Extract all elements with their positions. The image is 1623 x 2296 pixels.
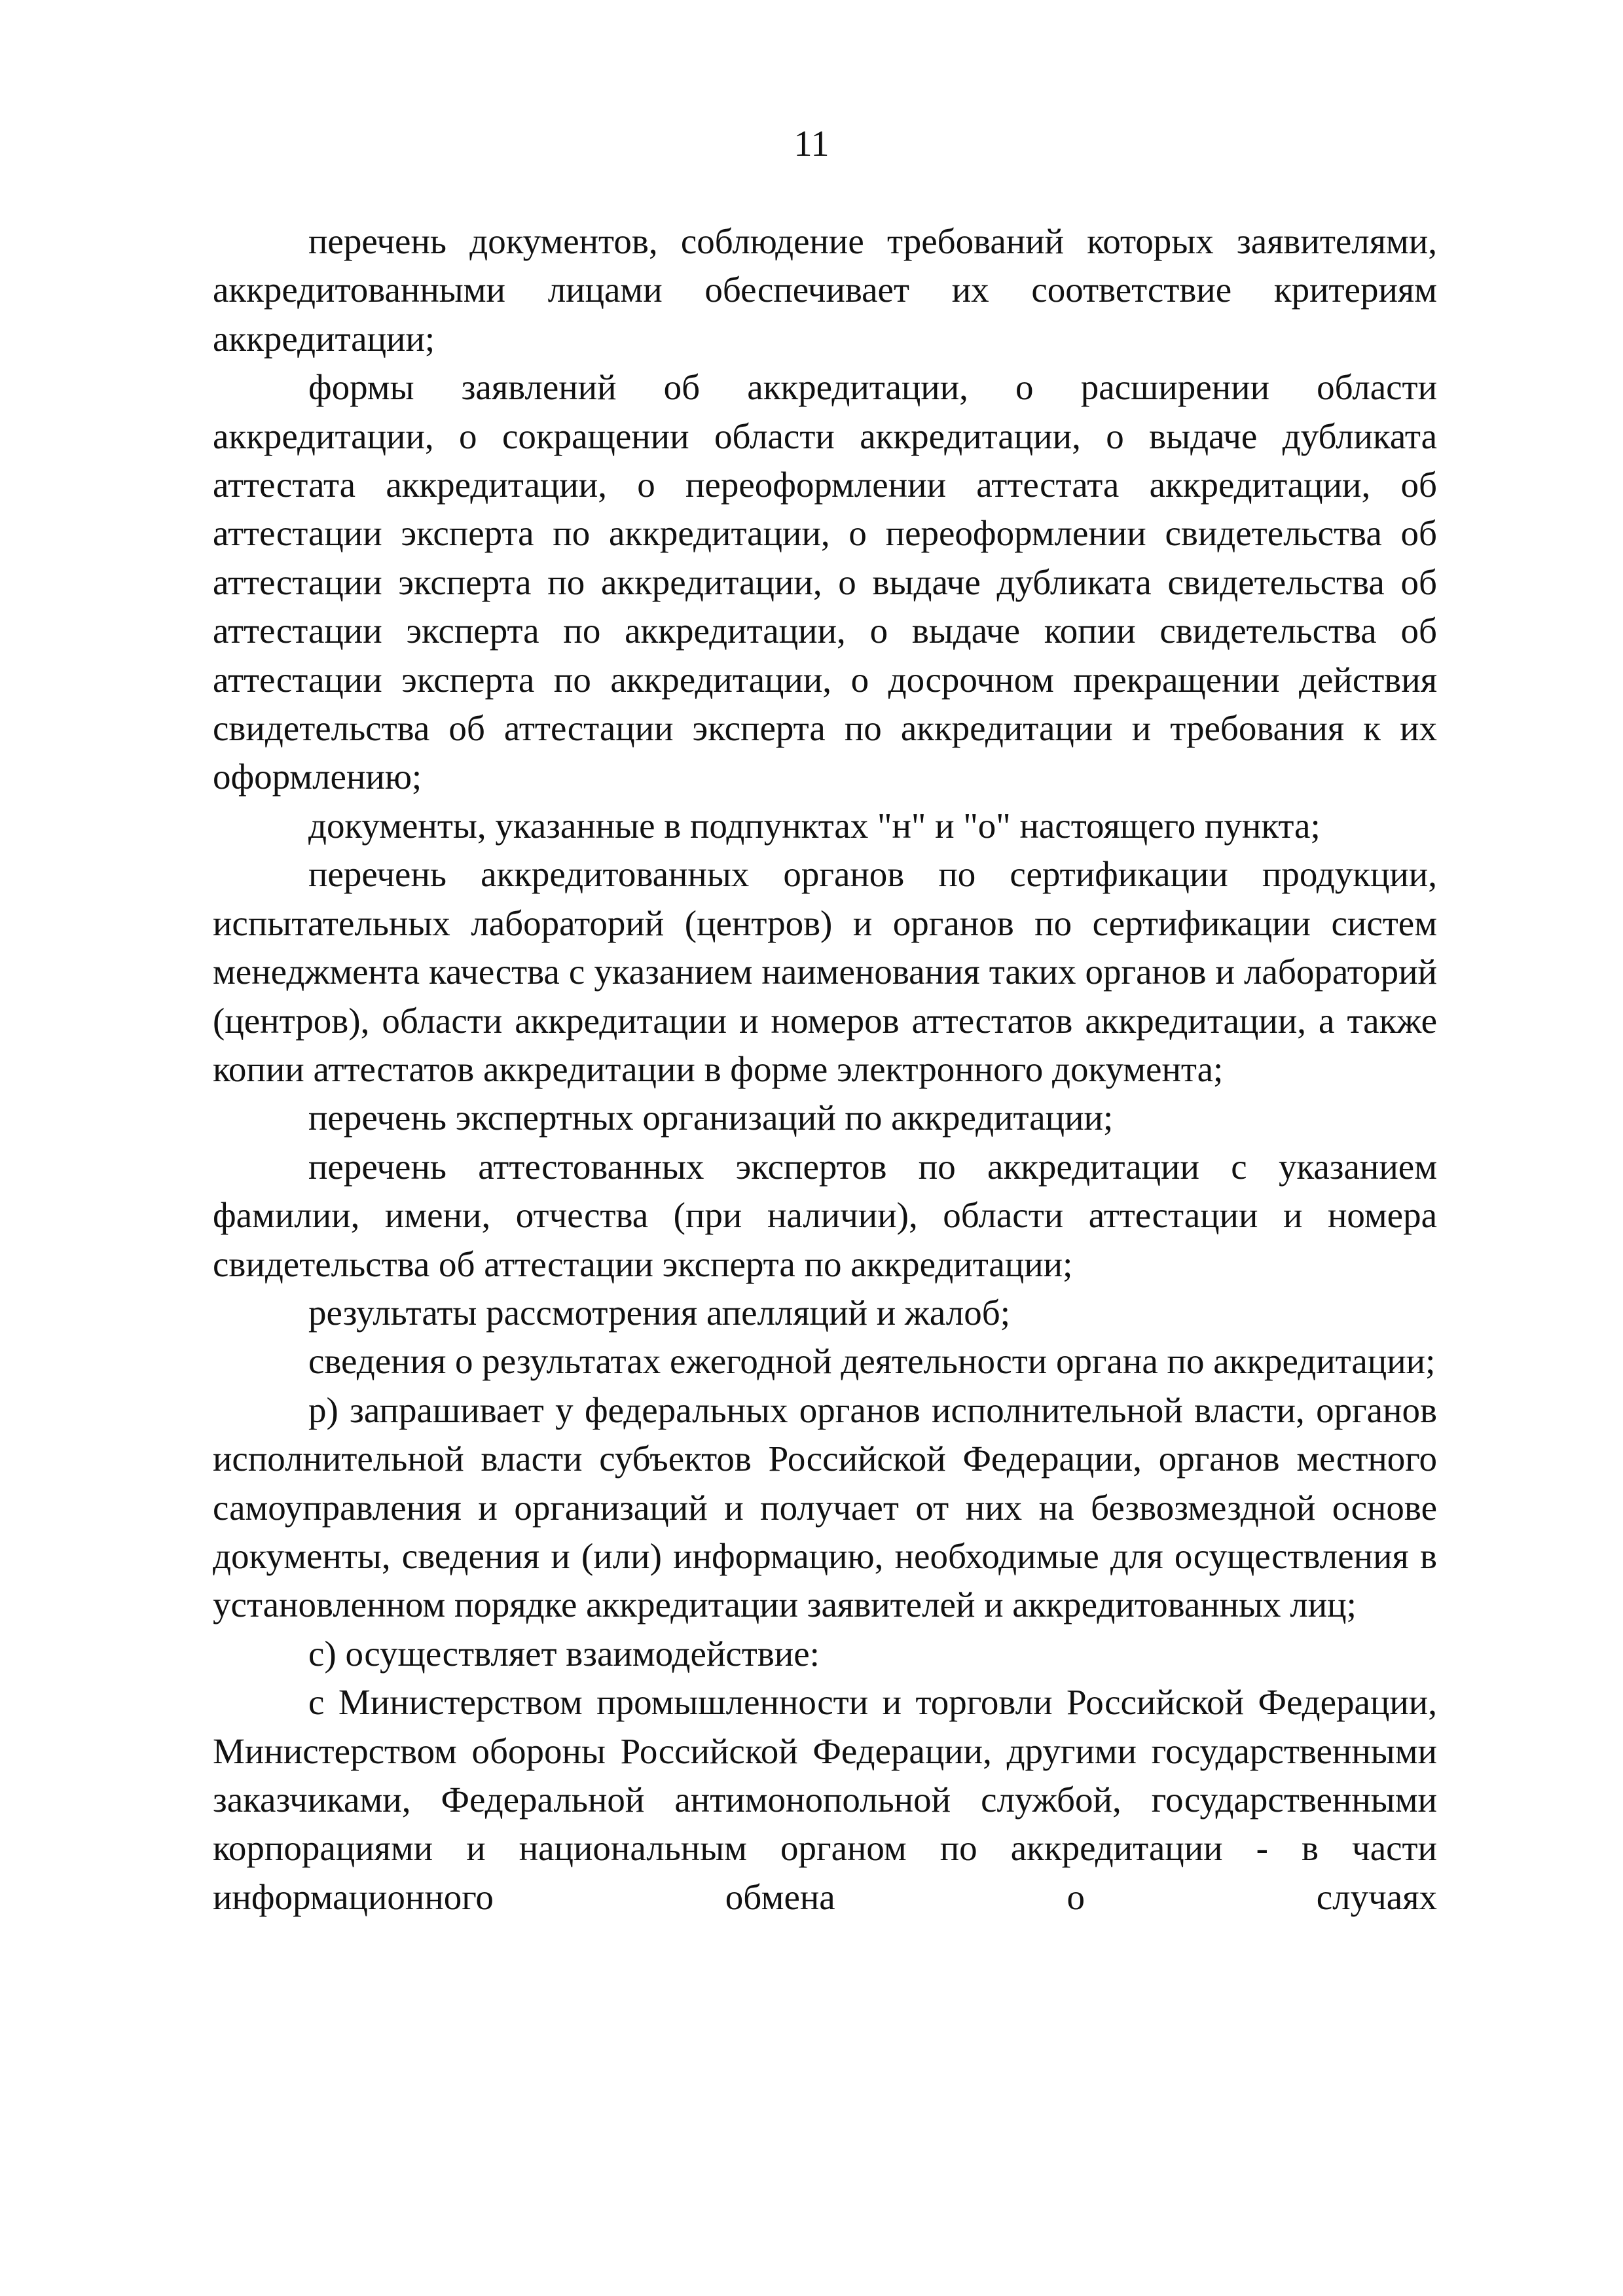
paragraph-certified-experts: перечень аттестованных экспертов по аккредитации с указанием фамилии, имени, отчества (при наличии), области аттестации и номера свидетельства об аттестации эксперта по аккредитации; [213,1146,1437,1284]
paragraph-interaction: с Министерством промышленности и торговли Российской Федерации, Министерством обороны Российской Федерации, другими государственными заказчиками, Федеральной антимонопольной службой, государственными корпорациями и национальным органом по аккредитации - в части информационного обмена о случаях [213,1682,1437,1917]
paragraph-application-forms: формы заявлений об аккредитации, о расширении области аккредитации, о сокращении области аккредитации, о выдаче дубликата аттестата аккредитации, о переоформлении аттестата аккредитации, об аттестации эксперта по аккредитации, о переоформлении свидетельства об аттестации эксперта по аккредитации, о выдаче дубликата свидетельства об аттестации эксперта по аккредитации, о выдаче копии свидетельства об аттестации эксперта по аккредитации, о досрочном прекращении действия свидетельства об аттестации эксперта по аккредитации и требования к их оформлению; [213,367,1437,797]
paragraph-documents-list: перечень документов, соблюдение требований которых заявителями, аккредитованными лицами обеспечивает их соответствие критериям аккредитации; [213,221,1437,359]
document-body [213,217,1437,1922]
paragraph-accredited-bodies-list: перечень аккредитованных органов по сертификации продукции, испытательных лабораторий (центров) и органов по сертификации систем менеджмента качества с указанием наименования таких органов и лабораторий (центров), области аккредитации и номеров аттестатов аккредитации, а также копии аттестатов аккредитации в форме электронного документа; [213,854,1437,1089]
paragraph-appeals-results: результаты рассмотрения апелляций и жалоб; [308,1292,1011,1333]
paragraph-item-r: р) запрашивает у федеральных органов исполнительной власти, органов исполнительной власти субъектов Российской Федерации, органов местного самоуправления и организаций и получает от них на безвозмездной основе документы, сведения и (или) информацию, необходимые для осуществления в установленном порядке аккредитации заявителей и аккредитованных лиц; [213,1390,1437,1625]
paragraph-subpoint-documents: документы, указанные в подпунктах "н" и "о" настоящего пункта; [308,805,1321,846]
paragraph-annual-results: сведения о результатах ежегодной деятельности органа по аккредитации; [308,1341,1436,1382]
page-number: 11 [793,124,830,164]
paragraph-expert-organizations: перечень экспертных организаций по аккредитации; [308,1098,1114,1138]
paragraph-item-s: с) осуществляет взаимодействие: [308,1633,820,1674]
